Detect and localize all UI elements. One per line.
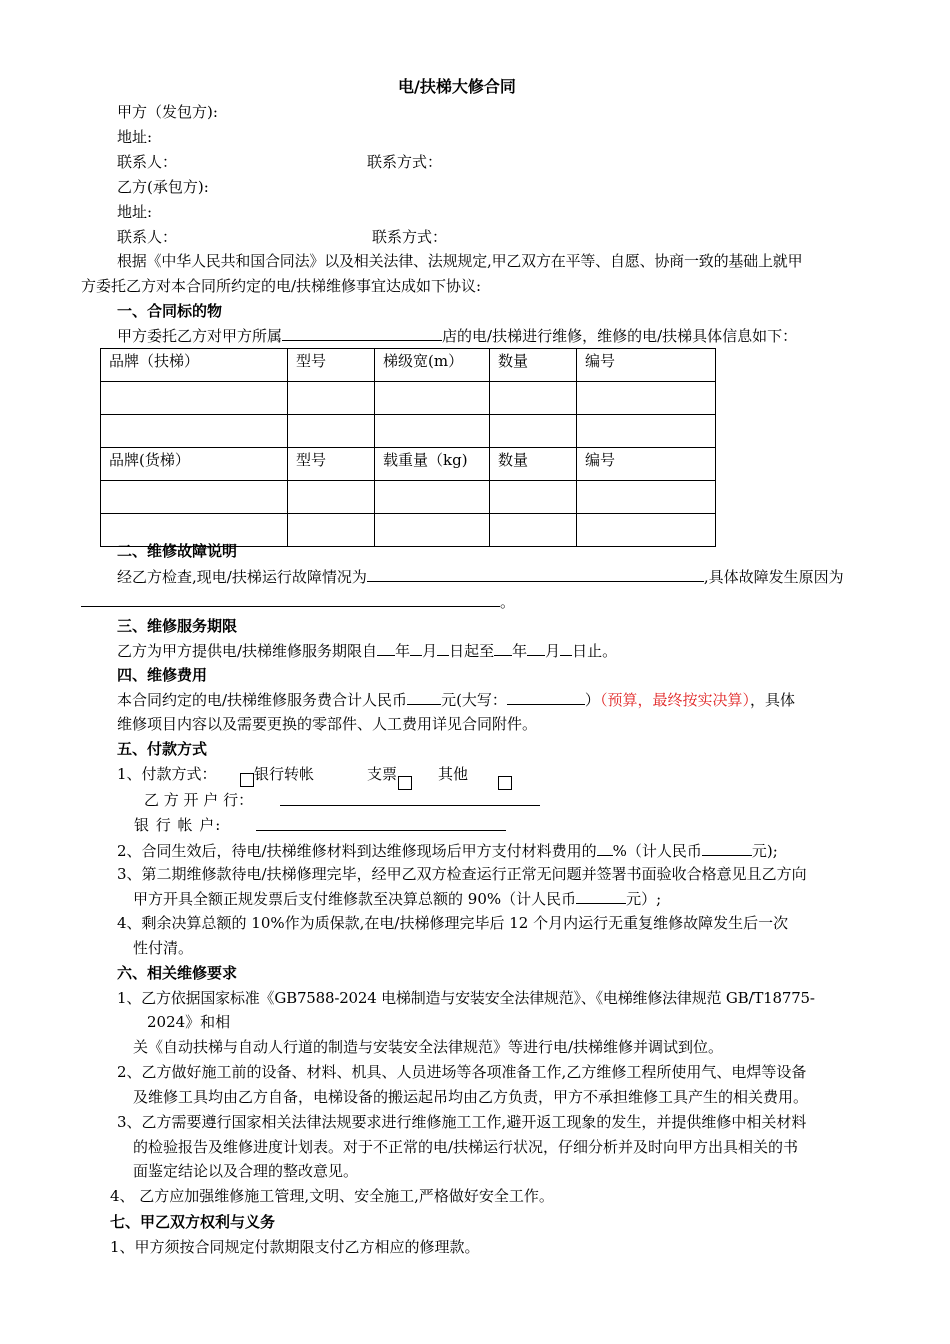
payment-text: %（计人民币 xyxy=(612,842,702,860)
table-header-cell: 数量 xyxy=(490,448,577,481)
material-amount-blank[interactable] xyxy=(702,839,752,856)
table-header-cell: 型号 xyxy=(288,349,375,382)
end-day-blank[interactable] xyxy=(560,639,572,656)
table-cell[interactable] xyxy=(490,415,577,448)
table-cell[interactable] xyxy=(577,415,716,448)
table-cell[interactable] xyxy=(577,514,716,547)
address-b-label: 地址: xyxy=(117,203,153,221)
payment-text: 2、合同生效后，待电/扶梯维修材料到达维修现场后甲方支付材料费用的 xyxy=(117,842,597,860)
second-payment-amount-blank[interactable] xyxy=(576,887,626,904)
period-text: 日止。 xyxy=(572,642,618,660)
table-cell[interactable] xyxy=(375,481,490,514)
section-4-heading: 四、维修费用 xyxy=(117,666,208,684)
section-1-line-pre: 甲方委托乙方对甲方所属 xyxy=(117,327,283,345)
table-cell[interactable] xyxy=(577,382,716,415)
requirement-2-line-2: 及维修工具均由乙方自备，电梯设备的搬运起吊均由乙方负责，甲方不承担维修工具产生的相关费用。 xyxy=(133,1088,809,1106)
start-year-blank[interactable] xyxy=(377,639,395,656)
payment-item-3-line-2 xyxy=(133,887,661,910)
fee-text: 本合同约定的电/扶梯维修服务费合计人民币 xyxy=(117,691,408,709)
table-header-cell: 型号 xyxy=(288,448,375,481)
table-header-cell: 品牌（扶梯） xyxy=(101,349,288,382)
fee-amount-blank[interactable] xyxy=(407,688,441,705)
contact-a-label: 联系人： xyxy=(117,153,178,171)
period-text: 年 xyxy=(395,642,411,660)
service-period-line xyxy=(117,639,617,662)
table-cell[interactable] xyxy=(288,382,375,415)
fee-text: 元(大写： xyxy=(441,691,507,709)
address-a-label: 地址: xyxy=(117,128,153,146)
elevator-info-table xyxy=(100,348,716,547)
contact-b-label: 联系人： xyxy=(117,228,178,246)
payment-item-4-line-2: 性付清。 xyxy=(133,939,194,957)
fee-text: ） xyxy=(584,691,600,709)
requirement-1-line-2: 2024》和相 xyxy=(147,1013,231,1031)
requirement-3-line-3: 面鉴定结论以及合理的整改意见。 xyxy=(133,1162,359,1180)
section-5-heading: 五、付款方式 xyxy=(117,740,208,758)
period-text: 年 xyxy=(512,642,528,660)
store-name-blank[interactable] xyxy=(282,324,442,341)
table-header-cell: 数量 xyxy=(490,349,577,382)
table-header-cell: 载重量（kg) xyxy=(375,448,490,481)
requirement-3-line-2: 的检验报告及维修进度计划表。对于不正常的电/扶梯运行状况，仔细分析并及时向甲方出具相关的书 xyxy=(133,1138,799,1156)
other-label: 其他 xyxy=(438,765,469,783)
table-cell[interactable] xyxy=(490,514,577,547)
requirement-1-line-1: 1、乙方依据国家标准《GB7588-2024 电梯制造与安装安全法律规范》、《电梯维修法律规范 GB/T18775- xyxy=(117,989,815,1007)
payment-text: 元); xyxy=(751,842,778,860)
table-cell[interactable] xyxy=(375,415,490,448)
table-header-row xyxy=(101,349,716,382)
end-month-blank[interactable] xyxy=(527,639,545,656)
period-text: 日起至 xyxy=(449,642,495,660)
bank-name-label: 乙 方 开 户 行： xyxy=(144,791,254,809)
payment-method-label: 1、付款方式： xyxy=(117,765,217,783)
fee-text: ，具体 xyxy=(749,691,795,709)
cheque-checkbox[interactable] xyxy=(398,776,412,790)
contact-method-a-label: 联系方式： xyxy=(367,153,443,171)
requirement-4: 4、 乙方应加强维修施工管理,文明、安全施工,严格做好安全工作。 xyxy=(110,1187,554,1205)
fault-description-blank[interactable] xyxy=(367,565,704,582)
section-1-line xyxy=(117,324,797,347)
party-b-label: 乙方(承包方): xyxy=(117,178,209,196)
table-cell[interactable] xyxy=(288,415,375,448)
bank-name-blank[interactable] xyxy=(280,789,540,806)
period-text: 月 xyxy=(422,642,438,660)
table-row xyxy=(101,382,716,415)
period-text: 乙方为甲方提供电/扶梯维修服务期限自 xyxy=(117,642,378,660)
table-row xyxy=(101,481,716,514)
table-header-cell: 编号 xyxy=(577,349,716,382)
section-3-heading: 三、维修服务期限 xyxy=(117,617,238,635)
section-6-heading: 六、相关维修要求 xyxy=(117,964,238,982)
start-day-blank[interactable] xyxy=(437,639,449,656)
table-cell[interactable] xyxy=(288,481,375,514)
table-cell[interactable] xyxy=(577,481,716,514)
requirement-2-line-1: 2、乙方做好施工前的设备、材料、机具、人员进场等各项准备工作,乙方维修工程所使用气、电焊等设备 xyxy=(117,1063,807,1081)
intro-line-1: 根据《中华人民共和国合同法》以及相关法律、法规规定,甲乙双方在平等、自愿、协商一致的基础上就甲 xyxy=(117,252,803,270)
period-text: 月 xyxy=(545,642,561,660)
table-cell[interactable] xyxy=(101,481,288,514)
section-2-line-1 xyxy=(117,565,844,588)
contact-method-b-label: 联系方式： xyxy=(372,228,448,246)
start-month-blank[interactable] xyxy=(410,639,422,656)
section-2-line-2 xyxy=(81,590,515,613)
table-cell[interactable] xyxy=(490,382,577,415)
table-row xyxy=(101,415,716,448)
payment-text: 甲方开具全额正规发票后支付维修款至决算总额的 90%（计人民币 xyxy=(133,890,577,908)
table-cell[interactable] xyxy=(490,481,577,514)
intro-line-2: 方委托乙方对本合同所约定的电/扶梯维修事宜达成如下协议: xyxy=(81,277,482,295)
material-percent-blank[interactable] xyxy=(597,839,613,856)
budget-note: （预算，最终按实决算） xyxy=(599,691,750,709)
section-2-heading: 二、维修故障说明 xyxy=(117,542,238,560)
fee-line-1 xyxy=(117,688,795,711)
table-cell[interactable] xyxy=(375,382,490,415)
table-header-cell: 编号 xyxy=(577,448,716,481)
section-1-line-post: 店的电/扶梯进行维修，维修的电/扶梯具体信息如下： xyxy=(442,327,798,345)
table-header-cell: 品牌(货梯） xyxy=(101,448,288,481)
account-label: 银 行 帐 户: xyxy=(134,816,222,834)
requirement-3-line-1: 3、乙方需要遵行国家相关法律法规要求进行维修施工工作,避开返工现象的发生，并提供维修中相关材料 xyxy=(117,1113,807,1131)
fee-uppercase-blank[interactable] xyxy=(507,688,585,705)
payment-item-3-line-1: 3、第二期维修款待电/扶梯修理完毕，经甲乙双方检查运行正常无问题并签署书面验收合格意见且乙方向 xyxy=(117,865,807,883)
fee-line-2: 维修项目内容以及需要更换的零部件、人工费用详见合同附件。 xyxy=(117,715,538,733)
end-year-blank[interactable] xyxy=(494,639,512,656)
bank-transfer-label: 银行转帐 xyxy=(254,765,315,783)
table-cell[interactable] xyxy=(288,514,375,547)
table-header-cell: 梯级宽(m） xyxy=(375,349,490,382)
requirement-1-line-3: 关《自动扶梯与自动人行道的制造与安装安全法律规范》等进行电/扶梯维修并调试到位。 xyxy=(133,1038,724,1056)
cheque-label: 支票 xyxy=(367,765,398,783)
section-2-line-pre: 经乙方检查,现电/扶梯运行故障情况为 xyxy=(117,568,367,586)
table-header-row xyxy=(101,448,716,481)
section-2-line-post: ,具体故障发生原因为 xyxy=(703,568,844,586)
payment-item-4-line-1: 4、剩余决算总额的 10%作为质保款,在电/扶梯修理完毕后 12 个月内运行无重复维修故障发生后一次 xyxy=(117,914,789,932)
rights-item-1: 1、甲方须按合同规定付款期限支付乙方相应的修理款。 xyxy=(110,1238,480,1256)
party-a-label: 甲方（发包方): xyxy=(117,103,218,121)
table-cell[interactable] xyxy=(375,514,490,547)
table-cell[interactable] xyxy=(101,382,288,415)
section-1-heading: 一、合同标的物 xyxy=(117,302,223,320)
section-7-heading: 七、甲乙双方权利与义务 xyxy=(110,1213,276,1231)
other-checkbox[interactable] xyxy=(498,776,512,790)
section-2-line-end: 。 xyxy=(500,593,516,611)
payment-item-2 xyxy=(117,839,778,862)
bank-transfer-checkbox[interactable] xyxy=(240,773,254,787)
document-title: 电/扶梯大修合同 xyxy=(398,77,516,96)
table-cell[interactable] xyxy=(101,415,288,448)
account-blank[interactable] xyxy=(256,814,506,831)
fault-cause-blank[interactable] xyxy=(81,590,500,607)
payment-text: 元）; xyxy=(626,890,662,908)
